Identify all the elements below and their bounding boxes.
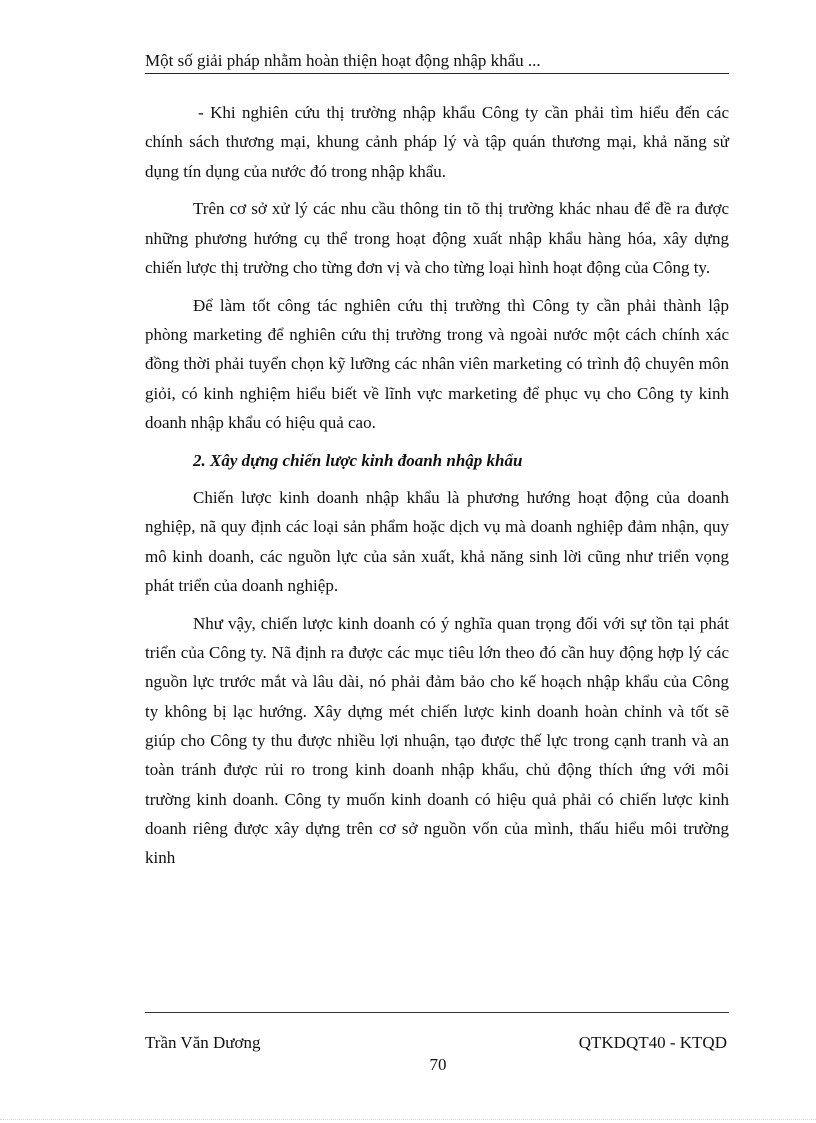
section-heading: 2. Xây dựng chiến lược kinh đoanh nhập khẩu: [193, 450, 523, 470]
paragraph: Như vậy, chiến lược kinh doanh có ý nghĩa quan trọng đối với sự tồn tại phát triển của Công ty. Nã định ra được các mục tiêu lớn theo đó cần huy động hợp lý các nguồn lực trước mắt và lâu dài, nó phải đảm bảo cho kế hoạch nhập khẩu của Công ty không bị lạc hướng. Xây dựng mét chiến lược kinh doanh hoàn chỉnh và tốt sẽ giúp cho Công ty thu được nhiều lợi nhuận, tạo được thế lực trong cạnh tranh và an toàn tránh được rủi ro trong kinh doanh nhập khẩu, chủ động thích ứng với môi trường kinh doanh. Công ty muốn kinh doanh có hiệu quả phải có chiến lược kinh doanh riêng được xây dựng trên cơ sở nguồn vốn của mình, thấu hiểu môi trường kinh: [145, 613, 729, 868]
paragraph: Để làm tốt công tác nghiên cứu thị trường thì Công ty cần phải thành lập phòng marketing để nghiên cứu thị trường trong và ngoài nước một cách chính xác đồng thời phải tuyển chọn kỹ lưỡng các nhân viên marketing có trình độ chuyên môn giỏi, có kinh nghiệm hiểu biết về lĩnh vực marketing để phục vụ cho Công ty kinh doanh nhập khẩu có hiệu quả cao.: [145, 295, 729, 432]
page-number: 70: [429, 1055, 447, 1074]
paragraph: Trên cơ sở xử lý các nhu cầu thông tin tõ thị trường khác nhau để đề ra được những phương hướng cụ thể trong hoạt động xuất nhập khẩu hàng hóa, xây dựng chiến lược thị trường cho từng đơn vị và cho từng loại hình hoạt động của Công ty.: [145, 199, 729, 277]
body-text: [145, 98, 729, 881]
footer-class-code: QTKDQT40 - KTQD: [578, 1033, 727, 1052]
footer-divider: [145, 1012, 729, 1013]
running-header: Một số giải pháp nhằm hoàn thiện hoạt động nhập khẩu ...: [145, 50, 729, 74]
page-edge-divider: [0, 1119, 816, 1120]
paragraph: - Khi nghiên cứu thị trường nhập khẩu Công ty cần phải tìm hiểu đến các chính sách thương mại, khung cảnh pháp lý và tập quán thương mại, khả năng sử dụng tín dụng của nước đó trong nhập khẩu.: [145, 103, 729, 181]
footer-author: Trần Văn Dương: [145, 1033, 261, 1052]
paragraph: Chiến lược kinh doanh nhập khẩu là phương hướng hoạt động của doanh nghiệp, nã quy định các loại sản phẩm hoặc dịch vụ mà doanh nghiệp đảm nhận, quy mô kinh doanh, các nguồn lực của sản xuất, khả năng sinh lời cũng như triển vọng phát triển của doanh nghiệp.: [145, 488, 729, 595]
